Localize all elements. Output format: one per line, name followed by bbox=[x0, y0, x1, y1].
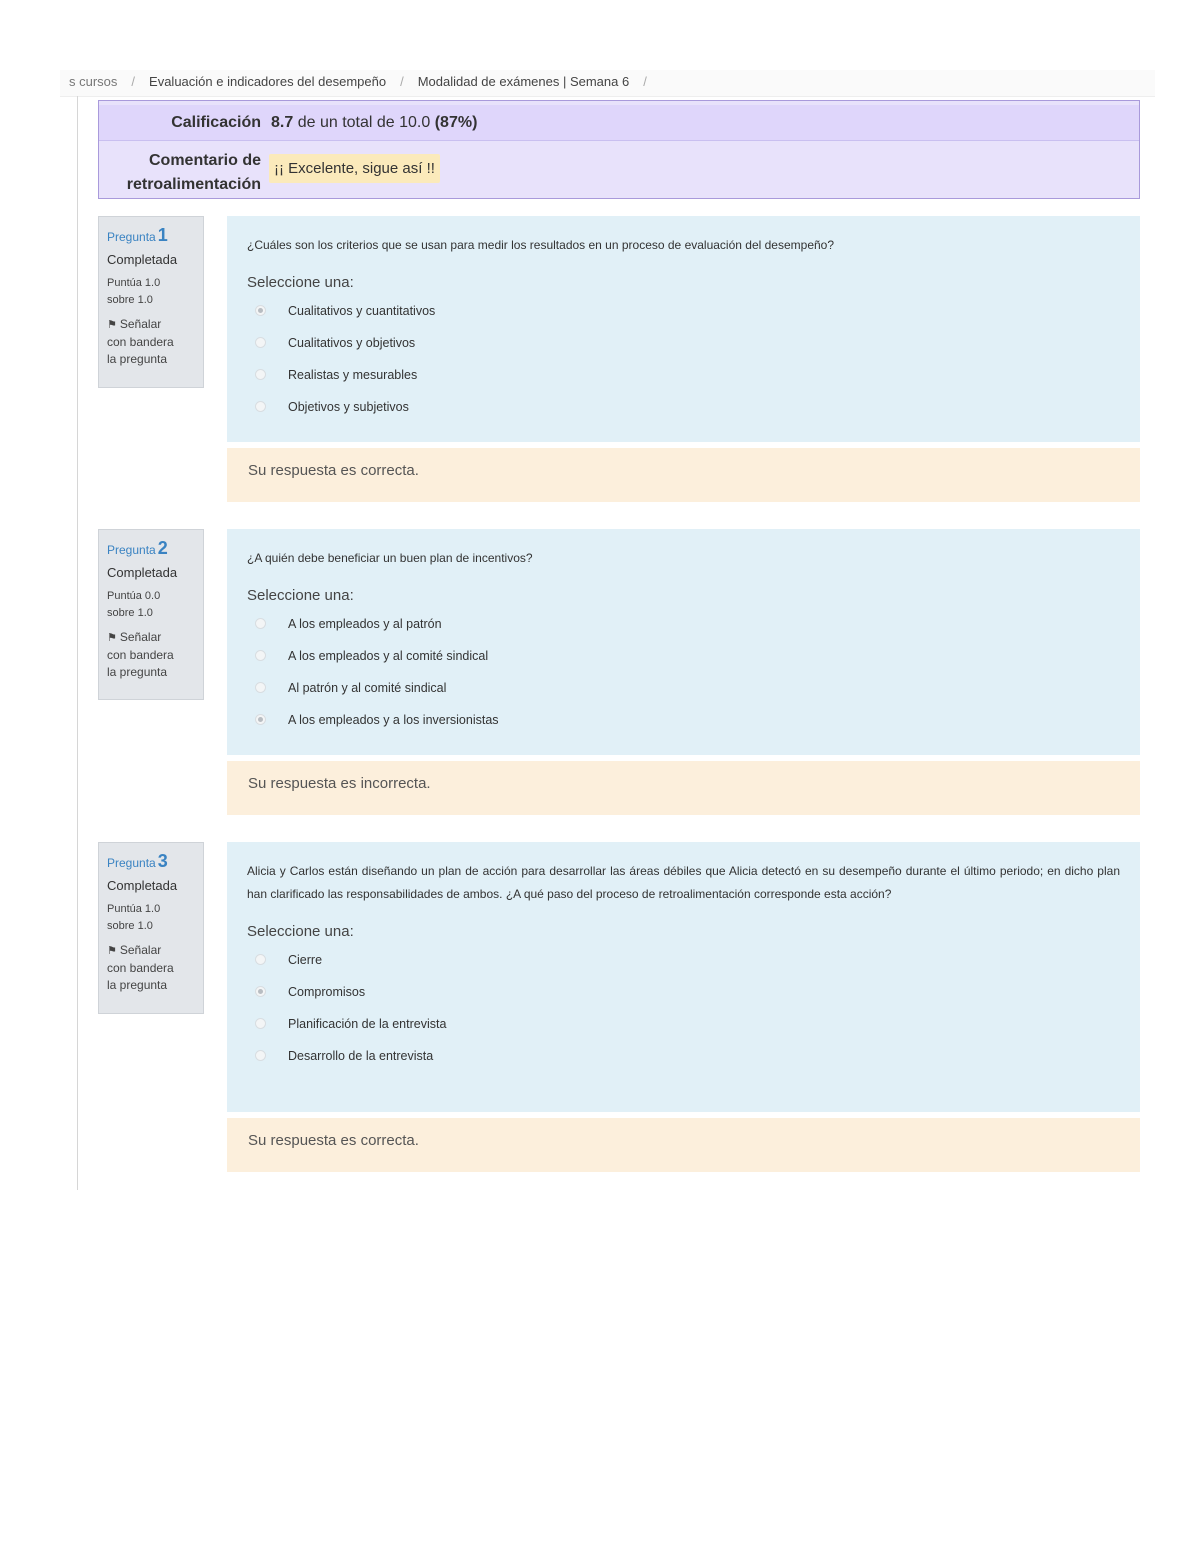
question-number bbox=[107, 225, 195, 246]
answer-option-label: Planificación de la entrevista bbox=[288, 1017, 447, 1031]
radio-unchecked-icon[interactable] bbox=[255, 682, 266, 693]
answer-prompt: Seleccione una: bbox=[247, 923, 354, 940]
answer-option[interactable] bbox=[247, 327, 1120, 359]
flag-question-link[interactable] bbox=[107, 942, 195, 994]
question-text: ¿Cuáles son los criterios que se usan para medir los resultados en un proceso de evaluación del desempeño? bbox=[247, 238, 835, 252]
feedback-label bbox=[99, 149, 261, 197]
radio-unchecked-icon[interactable] bbox=[255, 954, 266, 965]
question-number-label: Pregunta bbox=[107, 230, 156, 244]
question-text: Alicia y Carlos están diseñando un plan de acción para desarrollar las áreas débiles que Alicia detectó en su desempeño durante el último periodo; en dicho plan han clarificado las responsabilidades de ambos. ¿A qué paso del proceso de retroalimentación corresponde esta acción? bbox=[247, 864, 1120, 901]
flag-text-line2: con bandera bbox=[107, 335, 174, 349]
breadcrumb bbox=[60, 70, 1155, 97]
question-grade-line2: sobre 1.0 bbox=[107, 920, 153, 932]
answer-option-label: Compromisos bbox=[288, 985, 366, 999]
question-content bbox=[227, 529, 1140, 755]
attempt-summary bbox=[98, 100, 1140, 199]
question-grade bbox=[107, 901, 195, 935]
answer-option-label: Cualitativos y cuantitativos bbox=[288, 304, 436, 318]
outcome-text: Su respuesta es correcta. bbox=[248, 462, 419, 479]
breadcrumb-separator: / bbox=[400, 74, 404, 89]
radio-unchecked-icon[interactable] bbox=[255, 1050, 266, 1061]
question-grade-line2: sobre 1.0 bbox=[107, 294, 153, 306]
answer-option-label: Objetivos y subjetivos bbox=[288, 400, 409, 414]
question-grade-line1: Puntúa 0.0 bbox=[107, 590, 161, 602]
answer-option-label: Realistas y mesurables bbox=[288, 368, 418, 382]
question-number bbox=[107, 538, 195, 559]
answer-option[interactable] bbox=[247, 608, 1120, 640]
feedback-text: ¡¡ Excelente, sigue así !! bbox=[269, 154, 440, 183]
flag-text-line3: la pregunta bbox=[107, 978, 168, 992]
answer-options bbox=[247, 295, 1120, 423]
question-number-value: 1 bbox=[157, 225, 168, 245]
answer-outcome bbox=[227, 1118, 1140, 1172]
answer-outcome bbox=[227, 448, 1140, 502]
grade-label: Calificación bbox=[171, 114, 261, 131]
breadcrumb-item-courses[interactable]: s cursos bbox=[69, 74, 118, 89]
radio-checked-icon[interactable] bbox=[255, 714, 266, 725]
question-grade-line1: Puntúa 1.0 bbox=[107, 903, 161, 915]
radio-unchecked-icon[interactable] bbox=[255, 618, 266, 629]
flag-icon: ⚑ bbox=[107, 945, 117, 957]
grade-score: 8.7 bbox=[271, 114, 294, 131]
flag-icon: ⚑ bbox=[107, 632, 117, 644]
flag-icon: ⚑ bbox=[107, 319, 117, 331]
radio-checked-icon[interactable] bbox=[255, 305, 266, 316]
question-content bbox=[227, 842, 1140, 1112]
question-number-label: Pregunta bbox=[107, 543, 156, 557]
breadcrumb-item-exam[interactable]: Modalidad de exámenes | Semana 6 bbox=[417, 74, 630, 89]
answer-option[interactable] bbox=[247, 359, 1120, 391]
question-grade-line1: Puntúa 1.0 bbox=[107, 277, 161, 289]
answer-option-label: Cierre bbox=[288, 953, 323, 967]
answer-option[interactable] bbox=[247, 944, 1120, 976]
answer-option-label: A los empleados y al comité sindical bbox=[288, 649, 489, 663]
question-info bbox=[98, 529, 204, 700]
question-number-value: 2 bbox=[157, 538, 168, 558]
question-number-value: 3 bbox=[157, 851, 168, 871]
question-state: Completada bbox=[107, 565, 178, 580]
feedback-row bbox=[99, 141, 1139, 199]
answer-option[interactable] bbox=[247, 295, 1120, 327]
flag-question-link[interactable] bbox=[107, 316, 195, 368]
question-content bbox=[227, 216, 1140, 442]
question-text: ¿A quién debe beneficiar un buen plan de incentivos? bbox=[247, 551, 533, 565]
answer-option[interactable] bbox=[247, 1040, 1120, 1072]
answer-outcome bbox=[227, 761, 1140, 815]
answer-option[interactable] bbox=[247, 704, 1120, 736]
question-info bbox=[98, 842, 204, 1014]
question-number bbox=[107, 851, 195, 872]
answer-option-label: Cualitativos y objetivos bbox=[288, 336, 416, 350]
radio-checked-icon[interactable] bbox=[255, 986, 266, 997]
flag-text-line1: Señalar bbox=[119, 317, 162, 331]
feedback-label-line2: retroalimentación bbox=[126, 176, 261, 193]
question-grade bbox=[107, 275, 195, 309]
question-state: Completada bbox=[107, 878, 178, 893]
answer-option-label: A los empleados y al patrón bbox=[288, 617, 442, 631]
radio-unchecked-icon[interactable] bbox=[255, 401, 266, 412]
answer-option-label: Desarrollo de la entrevista bbox=[288, 1049, 434, 1063]
answer-option[interactable] bbox=[247, 1008, 1120, 1040]
flag-text-line2: con bandera bbox=[107, 961, 174, 975]
flag-text-line1: Señalar bbox=[119, 630, 162, 644]
radio-unchecked-icon[interactable] bbox=[255, 369, 266, 380]
grade-row bbox=[99, 105, 1139, 141]
answer-option-label: Al patrón y al comité sindical bbox=[288, 681, 447, 695]
question-grade bbox=[107, 588, 195, 622]
flag-text-line2: con bandera bbox=[107, 648, 174, 662]
answer-prompt: Seleccione una: bbox=[247, 274, 354, 291]
breadcrumb-separator: / bbox=[131, 74, 136, 89]
outcome-text: Su respuesta es correcta. bbox=[248, 1132, 419, 1149]
question-number-label: Pregunta bbox=[107, 856, 156, 870]
answer-options bbox=[247, 608, 1120, 736]
grade-value bbox=[271, 114, 477, 132]
answer-option-label: A los empleados y a los inversionistas bbox=[288, 713, 499, 727]
breadcrumb-separator: / bbox=[643, 74, 647, 89]
flag-text-line1: Señalar bbox=[119, 943, 162, 957]
flag-text-line3: la pregunta bbox=[107, 665, 168, 679]
answer-prompt: Seleccione una: bbox=[247, 587, 354, 604]
breadcrumb-item-course[interactable]: Evaluación e indicadores del desempeño bbox=[149, 74, 387, 89]
radio-unchecked-icon[interactable] bbox=[255, 650, 266, 661]
grade-percent: (87%) bbox=[434, 114, 478, 131]
outcome-text: Su respuesta es incorrecta. bbox=[248, 775, 431, 792]
answer-option[interactable] bbox=[247, 391, 1120, 423]
answer-option[interactable] bbox=[247, 672, 1120, 704]
flag-question-link[interactable] bbox=[107, 629, 195, 681]
radio-unchecked-icon[interactable] bbox=[255, 337, 266, 348]
content-left-border bbox=[77, 96, 78, 1190]
answer-option[interactable] bbox=[247, 640, 1120, 672]
feedback-label-line1: Comentario de bbox=[148, 152, 261, 169]
question-info bbox=[98, 216, 204, 388]
question-state: Completada bbox=[107, 252, 178, 267]
flag-text-line3: la pregunta bbox=[107, 352, 168, 366]
radio-unchecked-icon[interactable] bbox=[255, 1018, 266, 1029]
answer-option[interactable] bbox=[247, 976, 1120, 1008]
answer-options bbox=[247, 944, 1120, 1072]
grade-total: de un total de 10.0 bbox=[297, 114, 431, 131]
question-grade-line2: sobre 1.0 bbox=[107, 607, 153, 619]
